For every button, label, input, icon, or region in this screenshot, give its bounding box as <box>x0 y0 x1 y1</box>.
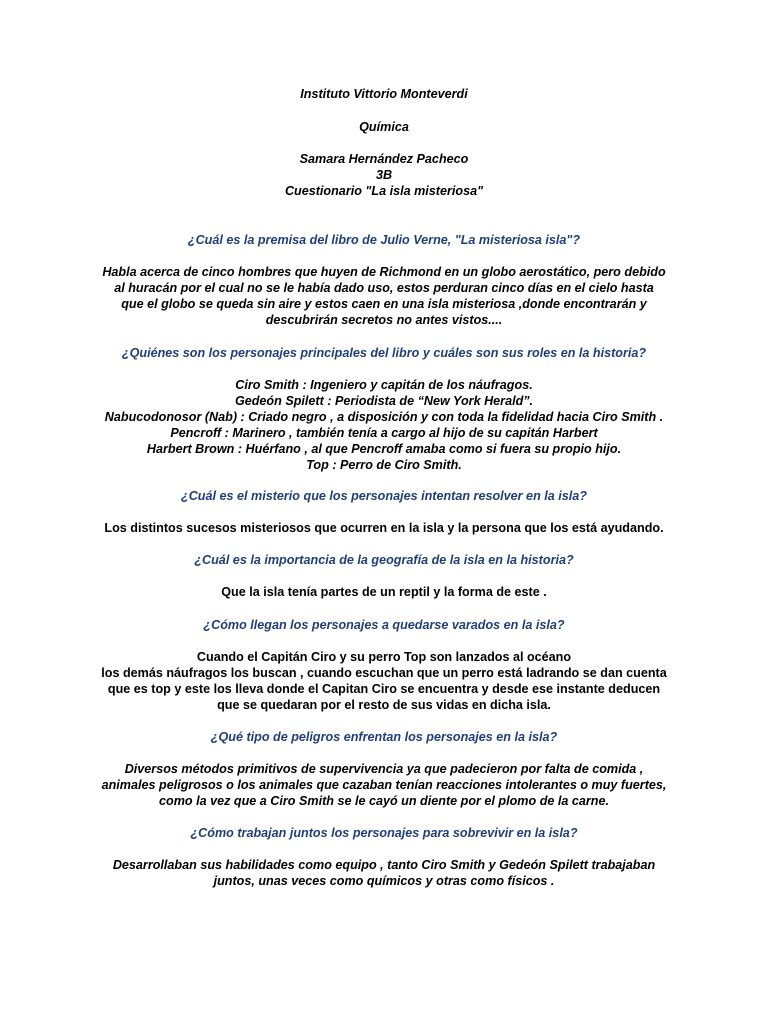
document-title: Cuestionario "La isla misteriosa" <box>284 184 484 198</box>
answer-2-line-2: Gedeón Spilett : Periodista de “New York Herald”. <box>234 394 534 408</box>
answer-2-line-1: Ciro Smith : Ingeniero y capitán de los náufragos. <box>235 378 533 392</box>
answer-2-line-4: Pencroff : Marinero , también tenía a cargo al hijo de su capitán Harbert <box>170 426 598 440</box>
answer-2-line-5: Harbert Brown : Huérfano , al que Pencroff amaba como si fuera su propio hijo. <box>146 442 622 456</box>
answer-6-line-3: como la vez que a Ciro Smith se le cayó un diente por el plomo de la carne. <box>159 794 609 808</box>
answer-6-line-1: Diversos métodos primitivos de supervivencia ya que padecieron por falta de comida , <box>124 762 644 776</box>
answer-4-line-1: Que la isla tenía partes de un reptil y la forma de este . <box>221 585 547 599</box>
answer-5-line-4: que se quedaran por el resto de sus vidas en dicha isla. <box>217 698 551 712</box>
question-5: ¿Cómo llegan los personajes a quedarse varados en la isla? <box>203 618 565 632</box>
answer-1-line-1: Habla acerca de cinco hombres que huyen de Richmond en un globo aerostático, pero debido <box>102 265 666 279</box>
answer-3-line-1: Los distintos sucesos misteriosos que ocurren en la isla y la persona que los está ayudando. <box>104 521 664 535</box>
answer-5-line-3: que es top y este los lleva donde el Capitan Ciro se encuentra y desde ese instante deducen <box>107 682 661 696</box>
answer-2-line-6: Top : Perro de Ciro Smith. <box>306 458 462 472</box>
institution-name: Instituto Vittorio Monteverdi <box>300 87 468 101</box>
answer-1-line-4: descubrirán secretos no antes vistos.... <box>265 313 503 327</box>
subject-name: Química <box>359 120 409 134</box>
question-3: ¿Cuál es el misterio que los personajes intentan resolver en la isla? <box>181 489 587 503</box>
student-name: Samara Hernández Pacheco <box>299 152 469 166</box>
question-7: ¿Cómo trabajan juntos los personajes para sobrevivir en la isla? <box>190 826 578 840</box>
question-6: ¿Qué tipo de peligros enfrentan los personajes en la isla? <box>210 730 558 744</box>
answer-5-line-1: Cuando el Capitán Ciro y su perro Top son lanzados al océano <box>196 650 572 664</box>
answer-2-line-3: Nabucodonosor (Nab) : Criado negro , a disposición y con toda la fidelidad hacia Ciro Smith . <box>104 410 664 424</box>
question-2: ¿Quiénes son los personajes principales del libro y cuáles son sus roles en la historia? <box>121 346 647 360</box>
question-4: ¿Cuál es la importancia de la geografía de la isla en la historia? <box>194 553 574 567</box>
answer-7-line-2: juntos, unas veces como químicos y otras como físicos . <box>213 874 555 888</box>
answer-1-line-3: que el globo se queda sin aire y estos caen en una isla misteriosa ,donde encontrarán y <box>121 297 647 311</box>
answer-5-line-2: los demás náufragos los buscan , cuando escuchan que un perro está ladrando se dan cuenta <box>101 666 667 680</box>
question-1: ¿Cuál es la premisa del libro de Julio Verne, "La misteriosa isla"? <box>187 233 581 247</box>
answer-7-line-1: Desarrollaban sus habilidades como equipo , tanto Ciro Smith y Gedeón Spilett trabajaban <box>112 858 656 872</box>
student-group: 3B <box>375 168 393 182</box>
answer-1-line-2: al huracán por el cual no se le había dado uso, estos perduran cinco días en el cielo hasta <box>114 281 654 295</box>
answer-6-line-2: animales peligrosos o los animales que cazaban tenían reacciones intolerantes o muy fuertes, <box>101 778 667 792</box>
